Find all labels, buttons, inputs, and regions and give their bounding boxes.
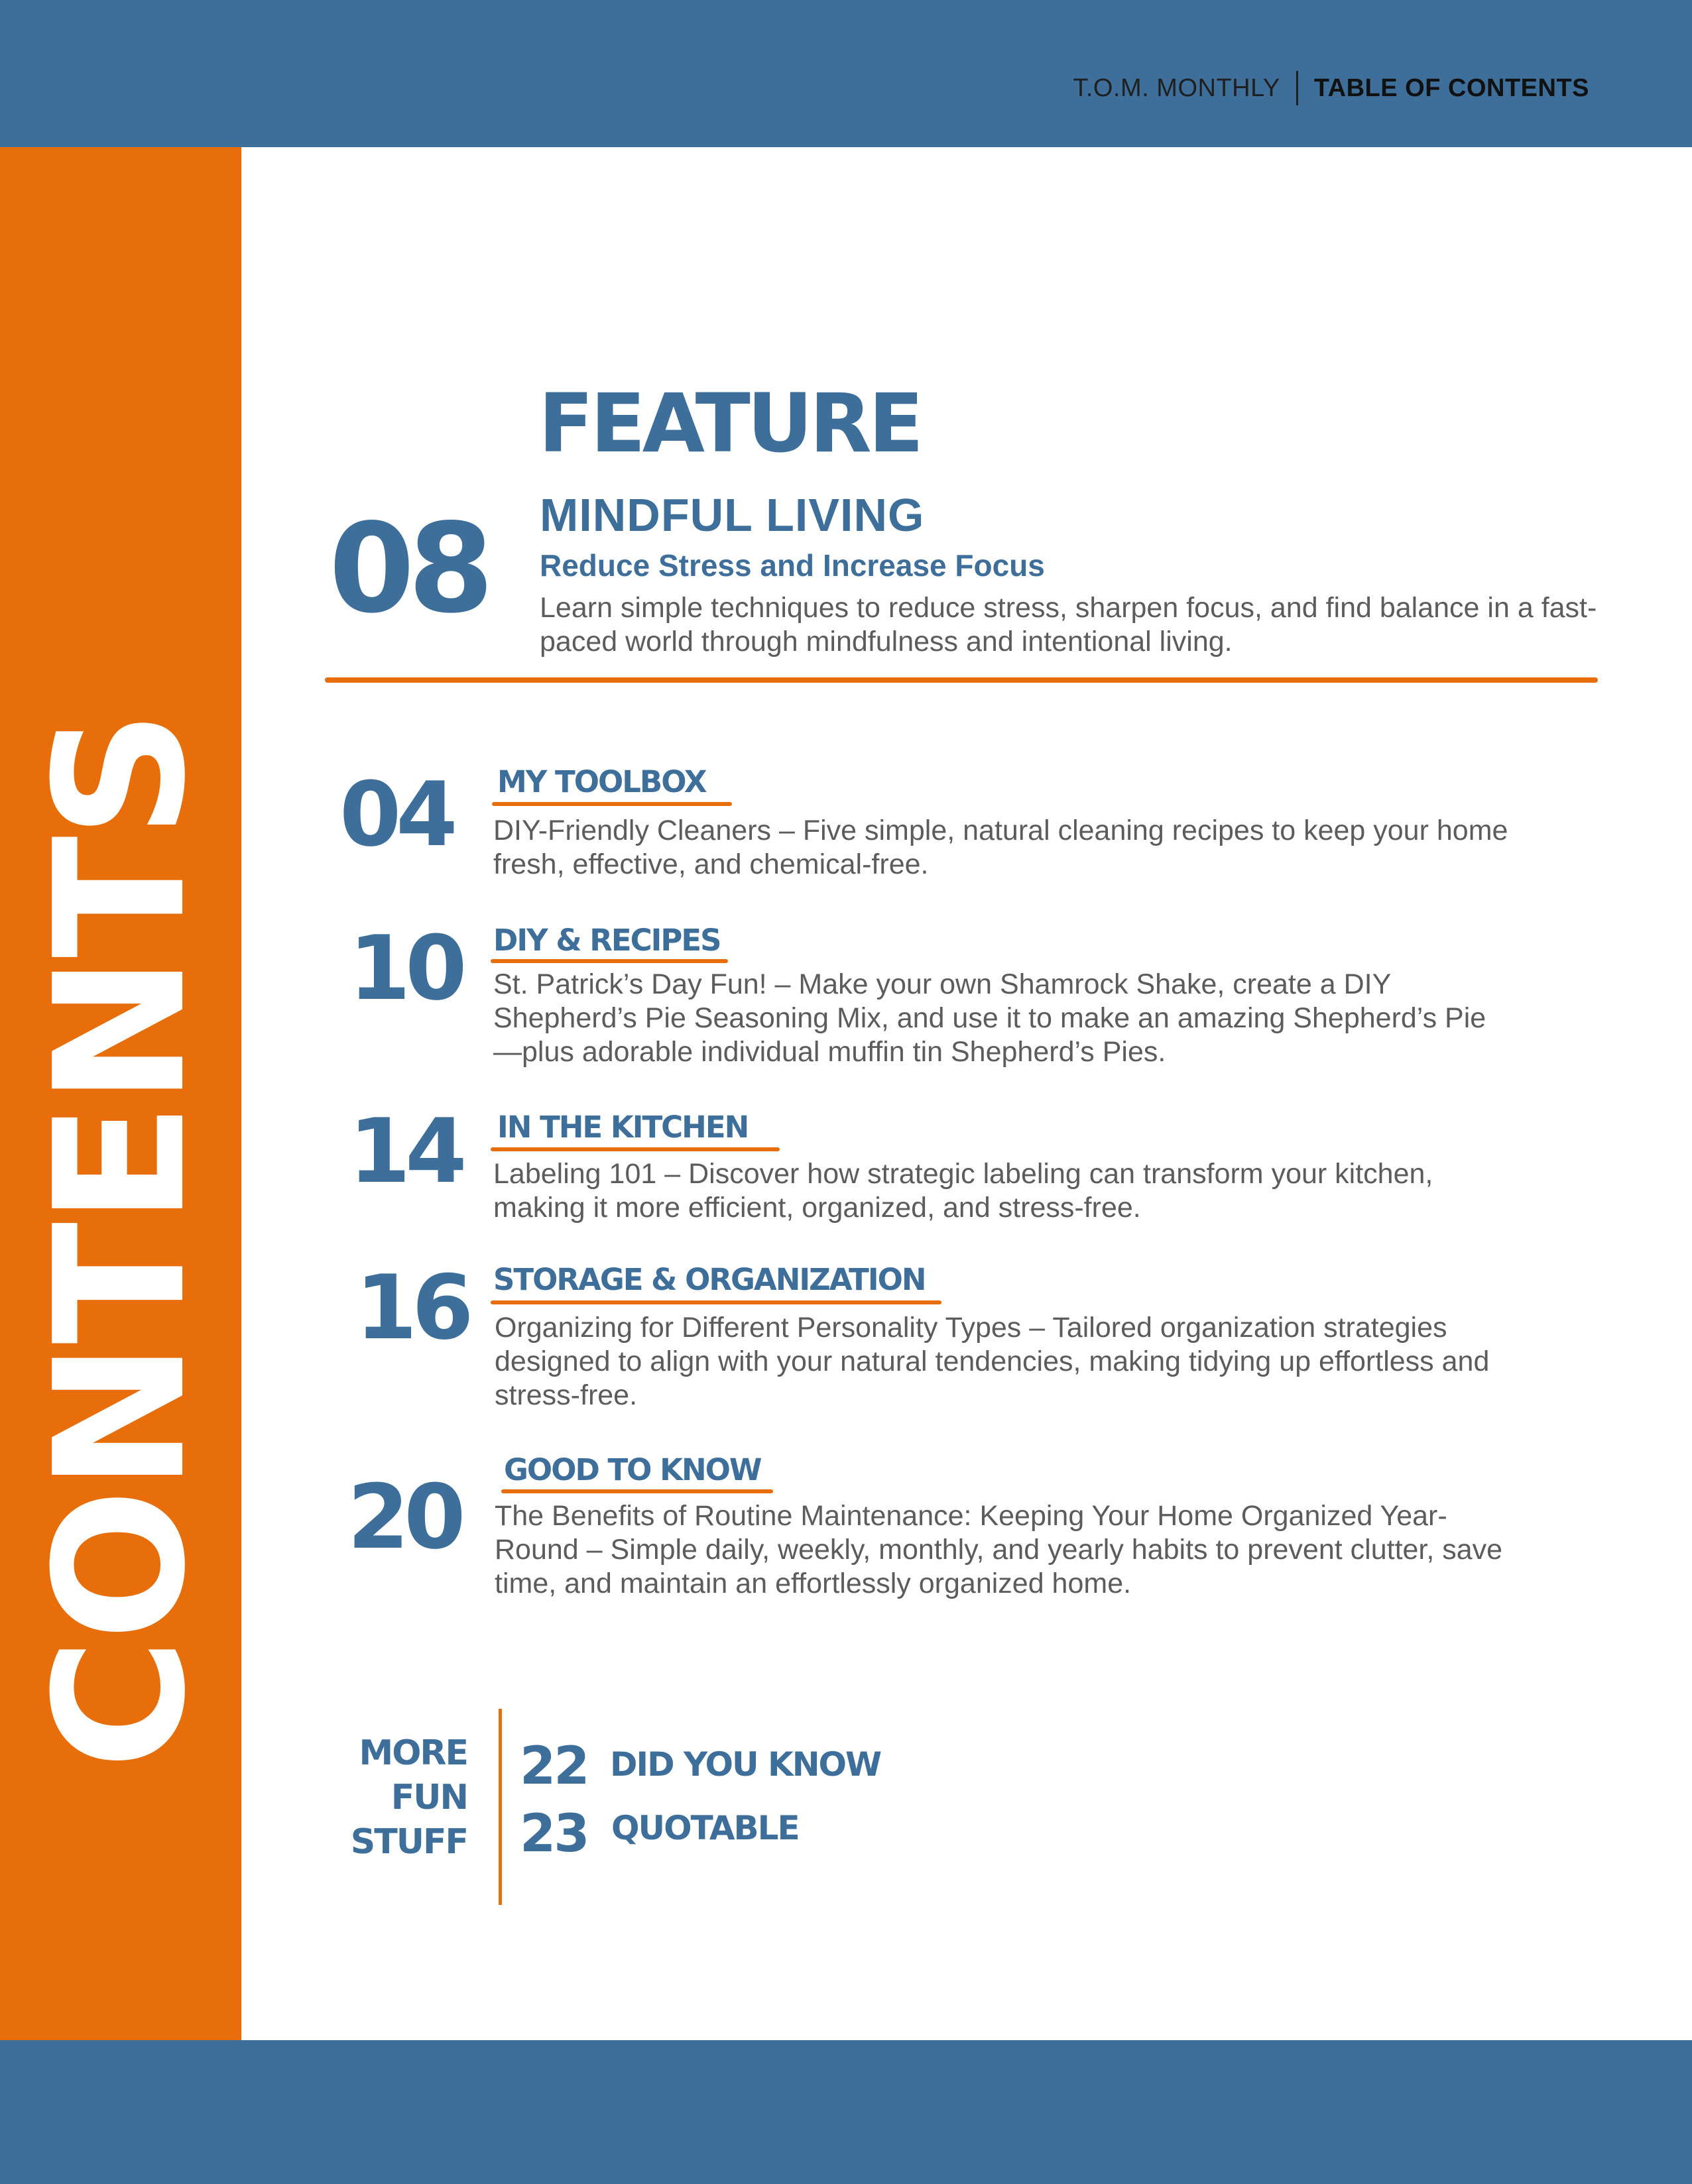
entry-underline [492,802,732,806]
header-divider [1296,71,1298,105]
entry-description: Labeling 101 – Discover how strategic labeling can transform your kitchen, making it more efficient, organized, and stress-free. [493,1158,1433,1224]
entry-heading[interactable]: DIY & RECIPES [493,923,721,958]
more-item-title[interactable]: QUOTABLE [611,1809,799,1847]
bottom-banner [0,2040,1692,2184]
entry-underline [501,1489,773,1493]
more-page-number[interactable]: 22 [520,1737,588,1796]
magazine-name: T.O.M. MONTHLY [1073,74,1280,102]
feature-title[interactable]: MINDFUL LIVING [540,489,925,541]
entry-page-number[interactable]: 04 [339,763,453,866]
entry-heading[interactable]: IN THE KITCHEN [497,1110,749,1145]
entry-page-number[interactable]: 16 [355,1256,469,1359]
entry-underline [491,1300,941,1304]
feature-description: Learn simple techniques to reduce stress, sharpen focus, and find balance in a fast-paced world through mindfulness and intentional living. [540,592,1597,658]
more-label-line: FUN [391,1778,467,1817]
entry-underline [491,1147,780,1151]
feature-page-number[interactable]: 08 [329,496,487,640]
entry-heading[interactable]: MY TOOLBOX [497,764,706,799]
entry-heading[interactable]: STORAGE & ORGANIZATION [493,1262,926,1297]
more-label-line: STUFF [350,1822,467,1862]
entry-description: St. Patrick’s Day Fun! – Make your own Shamrock Shake, create a DIY Shepherd’s Pie Seasoning Mix, and use it to make an amazing Shepherd’s Pie—plus adorable individual muffin tin Shepherd’s Pies. [493,968,1486,1068]
entry-description: Organizing for Different Personality Types – Tailored organization strategies designed to align with your natural tendencies, making tidying up effortless and stress-free. [495,1312,1490,1411]
more-label-line: MORE [359,1733,467,1773]
contents-sidebar [0,147,241,2040]
contents-vertical-title: CONTENTS [16,712,225,1770]
more-fun-stuff-label [332,1731,467,1865]
more-item-title[interactable]: DID YOU KNOW [610,1745,881,1784]
feature-divider [325,677,1598,683]
section-title: TABLE OF CONTENTS [1313,74,1589,102]
entry-page-number[interactable]: 14 [349,1100,462,1203]
entry-underline [491,959,728,963]
entry-page-number[interactable]: 10 [349,917,462,1020]
entry-description: The Benefits of Routine Maintenance: Keeping Your Home Organized Year-Round – Simple daily, weekly, monthly, and yearly habits to prevent clutter, save time, and maintain an effortlessly organized home. [495,1500,1503,1599]
entry-page-number[interactable]: 20 [347,1466,461,1569]
feature-subtitle: Reduce Stress and Increase Focus [540,548,1045,583]
more-divider [499,1709,502,1905]
entry-description: DIY-Friendly Cleaners – Five simple, natural cleaning recipes to keep your home fresh, effective, and chemical-free. [493,815,1508,880]
more-page-number[interactable]: 23 [520,1804,588,1864]
page-header [1073,72,1589,105]
entry-heading[interactable]: GOOD TO KNOW [504,1452,761,1487]
feature-label: FEATURE [538,376,921,471]
